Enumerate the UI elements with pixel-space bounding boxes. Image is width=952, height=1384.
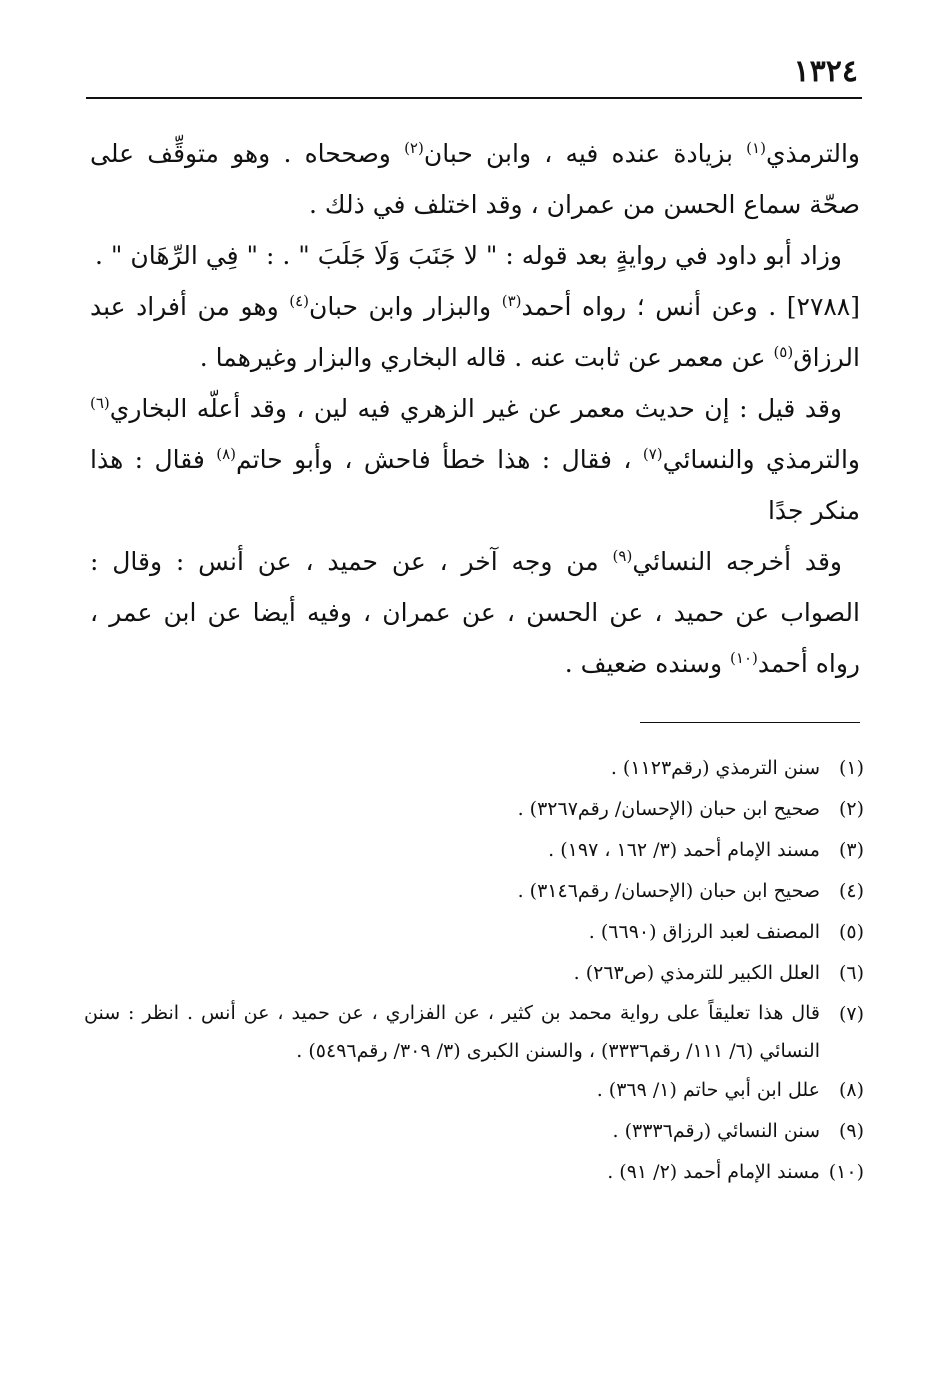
- footnote-marker: (٨): [216, 445, 237, 463]
- text-run: بزيادة عنده فيه ، وابن حبان: [423, 139, 747, 168]
- text-run: وقد أخرجه النسائي: [632, 547, 842, 576]
- footnote-text: سنن الترمذي (رقم١١٢٣) .: [610, 757, 820, 779]
- paragraph: [90, 281, 860, 383]
- text-run: والترمذي: [765, 139, 860, 168]
- footnote: [84, 871, 864, 912]
- footnote-marker: (١): [746, 139, 766, 157]
- footnote-text: قال هذا تعليقاً على رواية محمد بن كثير ، عن الفزاري ، عن حميد ، عن أنس . انظر : سنن النسائي (٦/ ١١١/ رقم٣٣٣٦) ، والسنن الكبرى (٣/ ٣٠٩/ رقم٥٤٩٦) .: [84, 1002, 820, 1062]
- page-number: ١٣٢٤: [793, 54, 858, 89]
- footnote-text: مسند الإمام أحمد (٢/ ٩١) .: [607, 1161, 820, 1183]
- text-run: ، فقال : هذا خطأ فاحش ، وأبو حاتم: [236, 445, 643, 474]
- footnote-marker: (٣): [501, 292, 522, 310]
- footnote-number: (٩): [838, 1120, 864, 1142]
- text-run: وقد قيل : إن حديث معمر عن غير الزهري فيه لين ، وقد أعلّه البخاري: [109, 394, 842, 423]
- footnote: [84, 1152, 864, 1193]
- footnote-number: (١٠): [828, 1161, 864, 1183]
- text-run: وزاد أبو داود في روايةٍ بعد قوله : " لا جَنَبَ وَلَا جَلَبَ " . : " فِي الرِّهَان " .: [95, 241, 842, 270]
- footnote-number: (٤): [838, 880, 864, 902]
- footnote: [84, 748, 864, 789]
- main-text: [90, 128, 860, 689]
- footnote-number: (٧): [838, 1003, 864, 1025]
- footnote-number: (١): [838, 757, 864, 779]
- footnote-text: العلل الكبير للترمذي (ص٢٦٣) .: [573, 962, 820, 984]
- footnote: [84, 1070, 864, 1111]
- footnote: [84, 830, 864, 871]
- text-run: فقال : هذا منكر جدًا: [90, 445, 860, 525]
- footnote: [84, 1111, 864, 1152]
- header-rule: [86, 97, 862, 99]
- footnote-separator: [640, 722, 860, 723]
- footnote: [84, 789, 864, 830]
- footnote-text: مسند الإمام أحمد (٣/ ١٦٢ ، ١٩٧) .: [548, 839, 820, 861]
- footnote-marker: (١٠): [730, 649, 758, 667]
- footnote-marker: (٧): [642, 445, 663, 463]
- footnote-text: صحيح ابن حبان (الإحسان/ رقم٣١٤٦) .: [517, 880, 820, 902]
- footnote-text: المصنف لعبد الرزاق (٦٦٩٠) .: [588, 921, 820, 943]
- footnote-text: سنن النسائي (رقم٣٣٣٦) .: [612, 1120, 820, 1142]
- footnote-text: صحيح ابن حبان (الإحسان/ رقم٣٢٦٧) .: [517, 798, 820, 820]
- footnote: [84, 994, 864, 1070]
- paragraph: [90, 230, 860, 281]
- footnote-marker: (٢): [404, 139, 424, 157]
- footnote-number: (٢): [838, 798, 864, 820]
- footnote-marker: (٥): [773, 343, 794, 361]
- text-run: وسنده ضعيف .: [564, 649, 731, 678]
- footnote-number: (٦): [838, 962, 864, 984]
- paragraph: [90, 536, 860, 689]
- paragraph: [90, 128, 860, 230]
- footnote-marker: (٦): [90, 394, 110, 412]
- text-run: وهو من أفراد عبد الرزاق: [90, 292, 860, 372]
- text-run: [٢٧٨٨] . وعن أنس ؛ رواه أحمد: [521, 292, 860, 321]
- footnote-marker: (٩): [612, 547, 633, 565]
- footnote-number: (٣): [838, 839, 864, 861]
- paragraph: [90, 383, 860, 536]
- text-run: وصححاه . وهو متوقِّف على صحّة سماع الحسن من عمران ، وقد اختلف في ذلك .: [90, 139, 860, 219]
- text-run: عن معمر عن ثابت عنه . قاله البخاري والبزار وغيرهما .: [199, 343, 774, 372]
- text-run: والترمذي والنسائي: [662, 445, 860, 474]
- footnotes-list: [84, 748, 864, 1193]
- text-run: من وجه آخر ، عن حميد ، عن أنس : وقال : الصواب عن حميد ، عن الحسن ، عن عمران ، وفيه أيضا عن ابن عمر ، رواه أحمد: [90, 547, 860, 678]
- footnote-text: علل ابن أبي حاتم (١/ ٣٦٩) .: [596, 1079, 820, 1101]
- footnote-marker: (٤): [289, 292, 310, 310]
- text-run: والبزار وابن حبان: [309, 292, 502, 321]
- footnote: [84, 953, 864, 994]
- footnote-number: (٨): [838, 1079, 864, 1101]
- footnote: [84, 912, 864, 953]
- footnote-number: (٥): [838, 921, 864, 943]
